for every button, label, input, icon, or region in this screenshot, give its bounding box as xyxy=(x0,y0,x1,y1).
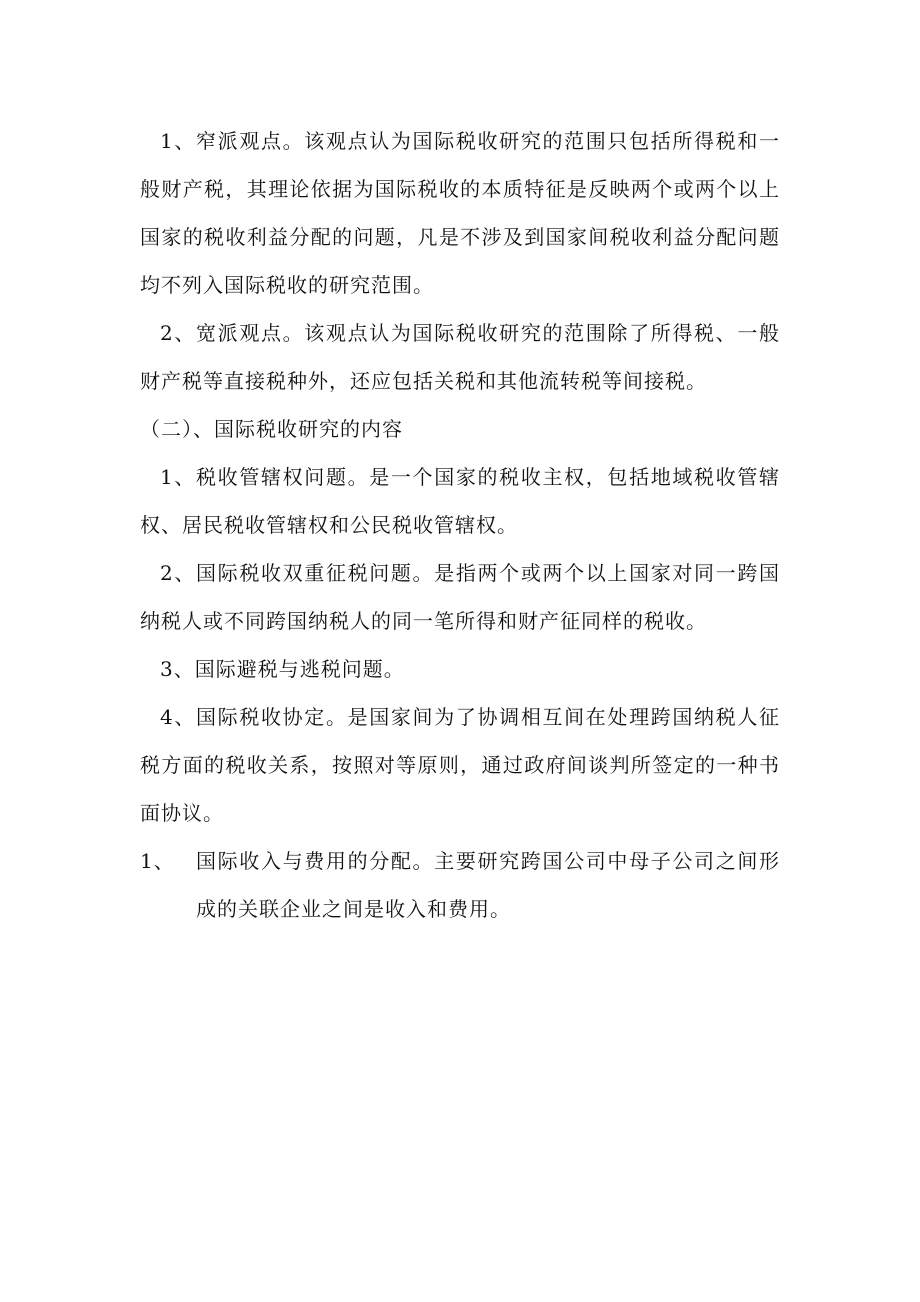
paragraph-tax-jurisdiction: 1、税收管辖权问题。是一个国家的税收主权，包括地域税收管辖权、居民税收管辖权和公民税收管辖权。 xyxy=(140,465,780,537)
paragraph-double-taxation: 2、国际税收双重征税问题。是指两个或两个以上国家对同一跨国纳税人或不同跨国纳税人的同一笔所得和财产征同样的税收。 xyxy=(140,561,780,633)
paragraph-tax-treaty: 4、国际税收协定。是国家间为了协调相互间在处理跨国纳税人征税方面的税收关系，按照对等原则，通过政府间谈判所签定的一种书面协议。 xyxy=(140,705,780,825)
list-item-text: 国际收入与费用的分配。主要研究跨国公司中母子公司之间形成的关联企业之间是收入和费用。 xyxy=(196,849,780,921)
paragraph-narrow-view: 1、窄派观点。该观点认为国际税收研究的范围只包括所得税和一般财产税，其理论依据为国际税收的本质特征是反映两个或两个以上国家的税收利益分配的问题，凡是不涉及到国家间税收利益分配问题均不列入国际税收的研究范围。 xyxy=(140,129,780,297)
list-number: 1、 xyxy=(140,849,175,873)
section-heading: （二）、国际税收研究的内容 xyxy=(140,417,403,441)
paragraph-broad-view: 2、宽派观点。该观点认为国际税收研究的范围除了所得税、一般财产税等直接税种外，还应包括关税和其他流转税等间接税。 xyxy=(140,321,780,393)
numbered-item-income-allocation xyxy=(140,837,780,933)
paragraph-tax-avoidance: 3、国际避税与逃税问题。 xyxy=(160,657,405,681)
